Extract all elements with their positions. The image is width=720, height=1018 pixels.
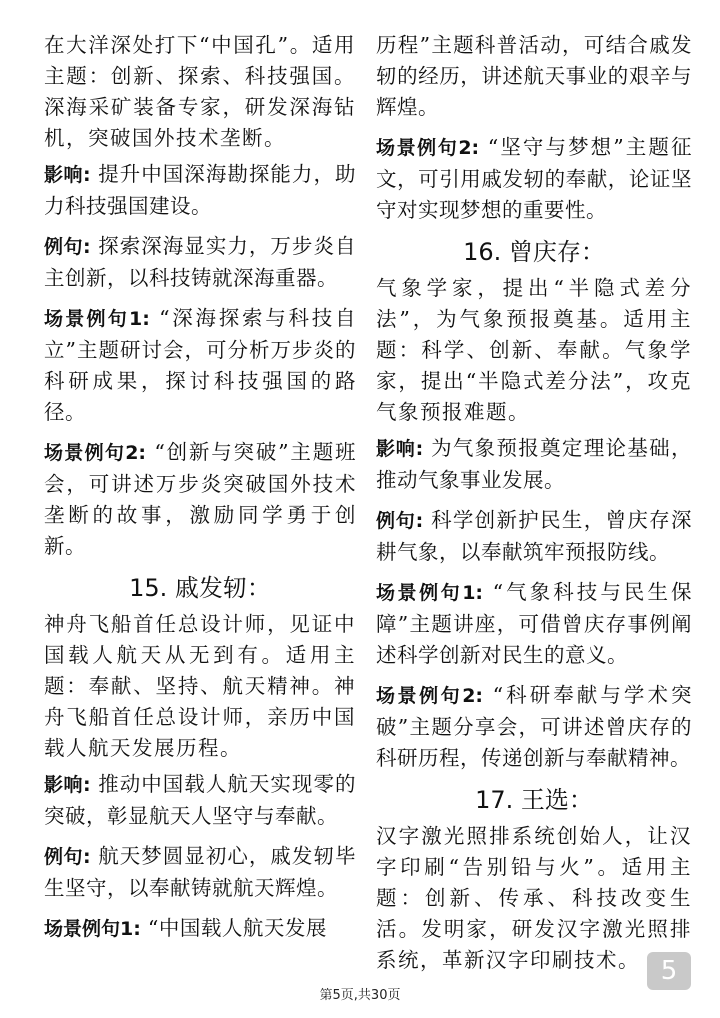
intro-paragraph: 气象学家，提出“半隐式差分法”，为气象预报奠基。适用主题：科学、创新、奉献。气象学家，提出“半隐式差分法”，攻克气象预报难题。 (376, 276, 692, 424)
page-number-badge: 5 (647, 952, 691, 990)
scene-label-2: 场景例句2: (376, 137, 480, 159)
example-label: 例句: (376, 510, 424, 532)
scene-label-1: 场景例句1: (376, 582, 484, 604)
intro-paragraph: 神舟飞船首任总设计师，见证中国载人航天从无到有。适用主题：奉献、坚持、航天精神。神舟飞船首任总设计师，亲历中国载人航天发展历程。 (44, 612, 356, 760)
right-column (376, 30, 692, 981)
intro-paragraph: 汉字激光照排系统创始人，让汉字印刷“告别铅与火”。适用主题：创新、传承、科技改变生活。发明家，研发汉字激光照排系统，革新汉字印刷技术。 (376, 824, 692, 972)
scene-example-1: 场景例句1: “深海探索与科技自立”主题研讨会，可分析万步炎的科研成果，探讨科技强国的路径。 (44, 306, 356, 424)
section-heading-15: 15. 戚发轫： (129, 574, 271, 602)
page-footer: 第5页,共30页 (319, 988, 401, 1003)
left-column (44, 30, 356, 954)
example-label: 例句: (44, 846, 91, 868)
scene-label-2: 场景例句2: (376, 685, 484, 707)
example-paragraph: 例句: 科学创新护民生，曾庆存深耕气象，以奉献筑牢预报防线。 (376, 508, 692, 564)
impact-paragraph: 影响: 推动中国载人航天实现零的突破，彰显航天人坚守与奉献。 (44, 772, 356, 828)
scene-example-2: 场景例句2: “科研奉献与学术突破”主题分享会，可讲述曾庆存的科研历程，传递创新与奉献精神。 (376, 683, 692, 770)
continued-paragraph: 历程”主题科普活动，可结合戚发轫的经历，讲述航天事业的艰辛与辉煌。 (376, 33, 692, 119)
scene-example-1: 场景例句1: “中国载人航天发展 (44, 916, 327, 940)
impact-label: 影响: (44, 774, 91, 796)
example-paragraph: 例句: 航天梦圆显初心，戚发轫毕生坚守，以奉献铸就航天辉煌。 (44, 844, 356, 900)
scene-label-1: 场景例句1: (44, 918, 141, 940)
scene-example-1: 场景例句1: “气象科技与民生保障”主题讲座，可借曾庆存事例阐述科学创新对民生的意义。 (376, 580, 692, 667)
example-label: 例句: (44, 236, 91, 258)
scene-example-2: 场景例句2: “坚守与梦想”主题征文，可引用戚发轫的奉献，论证坚守对实现梦想的重要性。 (376, 135, 692, 222)
impact-paragraph: 影响: 为气象预报奠定理论基础，推动气象事业发展。 (376, 436, 692, 492)
section-heading-16: 16. 曾庆存： (463, 238, 605, 266)
example-paragraph: 例句: 探索深海显实力，万步炎自主创新，以科技铸就深海重器。 (44, 234, 356, 290)
impact-paragraph: 影响: 提升中国深海勘探能力，助力科技强国建设。 (44, 162, 356, 218)
scene-label-1: 场景例句1: (44, 308, 150, 330)
section-heading-17: 17. 王选： (475, 786, 593, 814)
scene-label-2: 场景例句2: (44, 442, 147, 464)
intro-paragraph: 在大洋深处打下“中国孔”。适用主题：创新、探索、科技强国。深海采矿装备专家，研发深海钻机，突破国外技术垄断。 (44, 33, 356, 150)
scene-example-2: 场景例句2: “创新与突破”主题班会，可讲述万步炎突破国外技术垄断的故事，激励同学勇于创新。 (44, 440, 356, 558)
impact-label: 影响: (376, 438, 424, 460)
impact-label: 影响: (44, 164, 91, 186)
